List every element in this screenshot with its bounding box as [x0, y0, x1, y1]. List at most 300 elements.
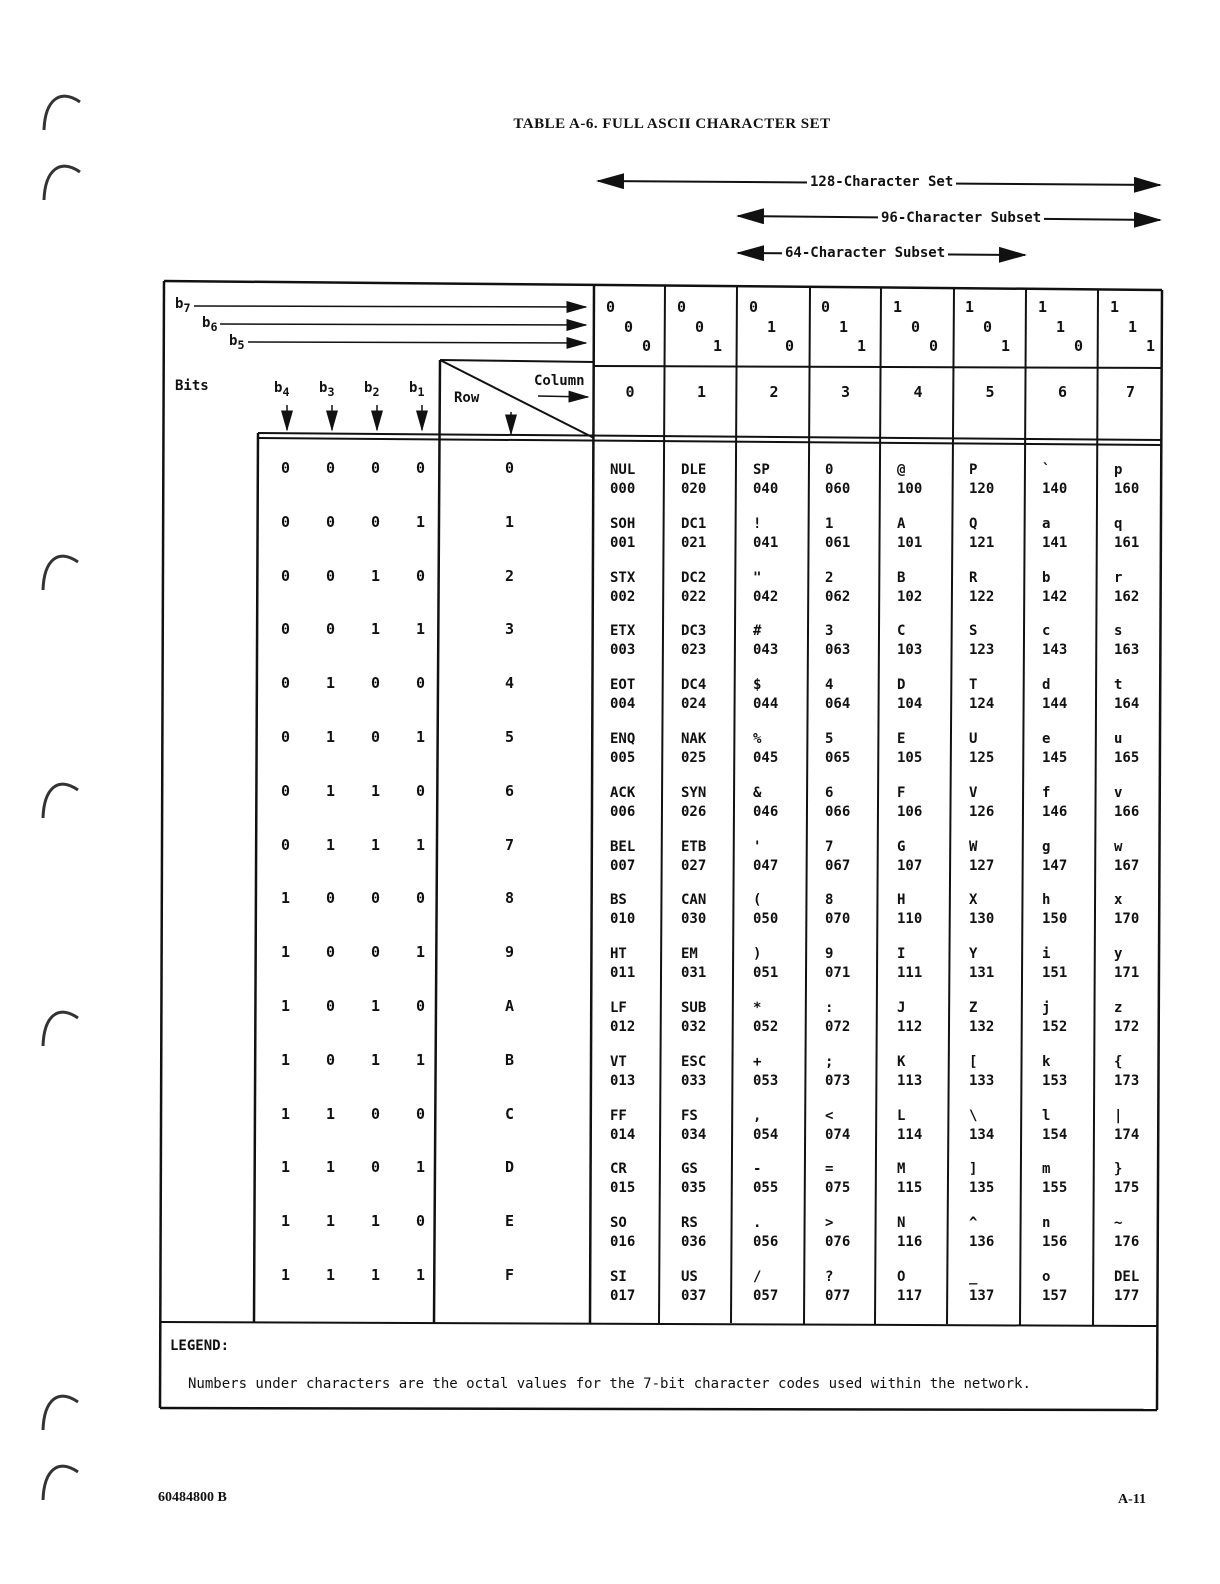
column-b6-value: 0 [983, 318, 993, 336]
character-cell [897, 461, 922, 499]
character-cell [969, 1214, 994, 1252]
character-symbol: b [1042, 569, 1051, 586]
row-bit-value: 0 [371, 674, 381, 693]
character-cell [897, 730, 922, 768]
octal-value: 062 [825, 588, 851, 605]
octal-value: 127 [969, 857, 995, 874]
octal-value: 001 [610, 534, 636, 551]
character-cell [681, 1053, 706, 1091]
character-cell [610, 1268, 635, 1306]
character-symbol: l [1042, 1107, 1051, 1124]
octal-value: 027 [681, 857, 707, 874]
octal-value: 163 [1114, 642, 1140, 659]
character-symbol: & [753, 784, 762, 801]
character-symbol: [ [969, 1053, 978, 1070]
row-bit-value: 1 [326, 835, 336, 854]
character-cell [825, 1160, 850, 1198]
row-bit-value: 0 [371, 889, 381, 908]
character-symbol: - [753, 1161, 762, 1178]
character-symbol: 7 [825, 838, 834, 855]
character-symbol: s [1114, 623, 1123, 640]
row-bit-value: 0 [326, 459, 336, 477]
column-b6-value: 1 [1128, 318, 1138, 336]
character-cell [969, 1053, 994, 1091]
row-bit-value: 0 [416, 566, 426, 585]
octal-value: 103 [897, 642, 923, 659]
character-cell [753, 461, 778, 499]
row-number: B [505, 1050, 515, 1069]
row-bit-value: 1 [281, 1158, 291, 1177]
character-symbol: ` [1042, 462, 1051, 478]
character-cell [825, 730, 850, 768]
octal-value: 032 [681, 1019, 707, 1035]
binder-hole [43, 556, 78, 590]
row-bit-value: 0 [371, 1104, 381, 1123]
octal-value: 112 [897, 1019, 923, 1035]
character-cell [753, 784, 778, 822]
row-number: 7 [505, 835, 515, 854]
character-cell [1114, 784, 1139, 822]
row-number: 8 [505, 889, 515, 908]
table-title: TABLE A-6. FULL ASCII CHARACTER SET [513, 116, 831, 132]
column-b7-value: 1 [1038, 298, 1048, 316]
character-cell [825, 1268, 850, 1306]
row-bit-value: 0 [371, 512, 381, 531]
character-cell [969, 1160, 994, 1198]
character-cell [969, 784, 994, 822]
octal-value: 003 [610, 642, 636, 659]
character-cell [1042, 1268, 1067, 1306]
binder-hole [43, 1012, 78, 1046]
octal-value: 175 [1114, 1180, 1140, 1197]
row-bit-value: 1 [281, 1050, 291, 1069]
character-symbol: B [897, 569, 906, 586]
character-symbol: 0 [825, 462, 834, 478]
octal-value: 152 [1042, 1019, 1068, 1035]
octal-value: 030 [681, 911, 707, 928]
octal-value: 021 [681, 534, 707, 551]
character-cell [1042, 945, 1067, 983]
row-bit-value: 0 [281, 835, 291, 854]
character-symbol: e [1042, 731, 1051, 747]
character-cell [610, 1107, 635, 1145]
character-cell [1114, 838, 1139, 876]
character-cell [1114, 622, 1139, 660]
row-bit-value: 1 [281, 1104, 291, 1123]
octal-value: 057 [753, 1288, 779, 1304]
character-symbol: W [969, 838, 978, 855]
character-cell [681, 676, 706, 714]
octal-value: 100 [897, 481, 923, 497]
octal-value: 110 [897, 911, 923, 928]
octal-value: 147 [1042, 857, 1068, 874]
octal-value: 065 [825, 750, 851, 766]
row-bit-value: 1 [416, 1266, 426, 1284]
octal-value: 011 [610, 965, 636, 982]
character-cell [610, 676, 635, 714]
character-symbol: BEL [610, 838, 636, 855]
row-bit-value: 0 [326, 943, 336, 962]
character-cell [969, 838, 994, 876]
column-b5-value: 0 [929, 337, 939, 355]
octal-value: 046 [753, 803, 779, 820]
row-number: D [505, 1158, 515, 1177]
character-symbol: C [897, 623, 906, 640]
row-bit-value: 1 [326, 728, 336, 746]
binder-hole [44, 96, 80, 130]
character-symbol: DLE [681, 462, 707, 478]
octal-value: 015 [610, 1180, 636, 1197]
octal-value: 153 [1042, 1072, 1068, 1089]
row-bit-value: 0 [416, 459, 426, 477]
row-bit-value: 0 [326, 889, 336, 908]
row-bit-value: 1 [281, 1212, 291, 1231]
character-symbol: ENQ [610, 731, 636, 747]
character-symbol: FS [681, 1107, 698, 1124]
character-cell [897, 1268, 922, 1306]
character-symbol: k [1042, 1053, 1051, 1070]
octal-value: 156 [1042, 1234, 1068, 1251]
character-cell [897, 838, 922, 876]
character-cell [969, 515, 994, 553]
character-cell [753, 838, 778, 876]
row-bit-value: 1 [326, 674, 336, 693]
character-cell [825, 461, 850, 499]
character-cell [753, 1107, 778, 1145]
character-symbol: N [897, 1215, 906, 1232]
character-cell [1114, 730, 1139, 768]
row-bit-value: 0 [326, 620, 336, 639]
octal-value: 012 [610, 1019, 636, 1035]
character-cell [753, 999, 778, 1037]
row-bit-value: 1 [371, 835, 381, 854]
octal-value: 113 [897, 1072, 923, 1089]
character-symbol: y [1114, 946, 1123, 963]
character-symbol: NAK [681, 731, 707, 747]
octal-value: 117 [897, 1288, 923, 1304]
character-symbol: SO [610, 1215, 627, 1232]
octal-value: 137 [969, 1288, 995, 1304]
character-cell [753, 569, 778, 607]
octal-value: 171 [1114, 965, 1140, 982]
character-cell [969, 891, 994, 929]
character-cell [1114, 1268, 1139, 1306]
character-symbol: ~ [1114, 1215, 1123, 1232]
character-cell [1114, 676, 1139, 714]
character-symbol: _ [969, 1269, 978, 1285]
octal-value: 145 [1042, 750, 1068, 766]
octal-value: 155 [1042, 1180, 1068, 1197]
octal-value: 074 [825, 1126, 851, 1143]
character-symbol: ( [753, 892, 762, 909]
column-b7-value: 1 [893, 298, 903, 316]
octal-value: 177 [1114, 1288, 1140, 1304]
octal-value: 172 [1114, 1019, 1140, 1035]
row-number: 2 [505, 566, 515, 585]
character-symbol: A [897, 515, 906, 532]
character-cell [1114, 1107, 1139, 1145]
row-number: 6 [505, 781, 515, 800]
octal-value: 157 [1042, 1288, 1068, 1304]
octal-value: 063 [825, 642, 851, 659]
character-cell [610, 945, 635, 983]
character-cell [1042, 569, 1067, 607]
octal-value: 055 [753, 1180, 779, 1197]
octal-value: 151 [1042, 965, 1068, 982]
octal-value: 051 [753, 965, 779, 982]
row-bit-value: 1 [281, 889, 291, 908]
octal-value: 023 [681, 642, 707, 659]
octal-value: 142 [1042, 588, 1068, 605]
row-bit-value: 0 [281, 781, 291, 800]
character-symbol: 5 [825, 731, 834, 747]
octal-value: 072 [825, 1019, 851, 1035]
row-bit-value: 1 [371, 1212, 381, 1231]
span-96-label: 96-Character Subset [878, 210, 1044, 226]
character-symbol: 1 [825, 515, 834, 532]
character-cell [897, 999, 922, 1037]
column-b7-value: 1 [1110, 298, 1120, 316]
character-symbol: ] [969, 1161, 978, 1178]
octal-value: 135 [969, 1180, 995, 1197]
character-cell [1042, 730, 1067, 768]
octal-value: 053 [753, 1072, 779, 1089]
binder-holes [0, 0, 100, 1584]
character-symbol: % [753, 731, 762, 747]
octal-value: 073 [825, 1072, 851, 1089]
row-number: 4 [505, 674, 515, 693]
character-symbol: P [969, 462, 978, 478]
octal-value: 054 [753, 1126, 779, 1143]
octal-value: 022 [681, 588, 707, 605]
character-cell [753, 676, 778, 714]
octal-value: 146 [1042, 803, 1068, 820]
column-b7-value: 0 [606, 298, 616, 316]
character-cell [1114, 569, 1139, 607]
row-number: 3 [505, 620, 515, 639]
octal-value: 040 [753, 481, 779, 497]
character-symbol: T [969, 677, 978, 694]
character-cell [1114, 891, 1139, 929]
character-cell [681, 461, 706, 499]
octal-value: 071 [825, 965, 851, 982]
row-bit-value: 0 [416, 674, 426, 693]
row-bit-value: 1 [416, 1158, 426, 1177]
octal-value: 006 [610, 803, 636, 820]
octal-value: 144 [1042, 696, 1068, 713]
octal-value: 045 [753, 750, 779, 766]
character-cell [753, 1214, 778, 1252]
header-column-label: Column [534, 373, 585, 389]
header-b7-label: $b_7$ [175, 296, 191, 315]
column-b6-value: 0 [695, 318, 705, 336]
character-symbol: SOH [610, 515, 636, 532]
character-symbol: GS [681, 1161, 698, 1178]
character-cell [753, 730, 778, 768]
character-symbol: : [825, 1000, 834, 1016]
character-cell [753, 1268, 778, 1306]
span-128-label: 128-Character Set [807, 174, 956, 190]
octal-value: 141 [1042, 534, 1068, 551]
character-symbol: c [1042, 623, 1051, 640]
character-cell [753, 515, 778, 553]
octal-value: 061 [825, 534, 851, 551]
character-symbol: * [753, 1000, 762, 1016]
column-number: 6 [1058, 383, 1068, 401]
character-cell [681, 622, 706, 660]
character-cell [681, 838, 706, 876]
octal-value: 150 [1042, 911, 1068, 928]
character-cell [969, 622, 994, 660]
character-cell [1042, 838, 1067, 876]
octal-value: 116 [897, 1234, 923, 1251]
octal-value: 131 [969, 965, 995, 982]
row-bit-value: 1 [326, 1266, 336, 1284]
character-cell [681, 1214, 706, 1252]
character-symbol: SI [610, 1269, 627, 1285]
row-bit-value: 1 [281, 943, 291, 962]
character-cell [825, 1214, 850, 1252]
character-symbol: / [753, 1269, 762, 1285]
row-bit-value: 0 [281, 674, 291, 693]
character-cell [897, 891, 922, 929]
character-symbol: 9 [825, 946, 834, 963]
character-cell [681, 515, 706, 553]
character-cell [610, 891, 635, 929]
character-symbol: ESC [681, 1053, 707, 1070]
octal-value: 170 [1114, 911, 1140, 928]
octal-value: 034 [681, 1126, 707, 1143]
binder-hole [43, 1466, 78, 1500]
octal-value: 036 [681, 1234, 707, 1251]
character-cell [753, 945, 778, 983]
octal-value: 134 [969, 1126, 995, 1143]
character-cell [897, 676, 922, 714]
octal-value: 176 [1114, 1234, 1140, 1251]
row-number: F [505, 1266, 515, 1284]
character-symbol: EOT [610, 677, 636, 694]
character-symbol: DC4 [681, 677, 707, 694]
octal-value: 105 [897, 750, 923, 766]
character-cell [610, 1160, 635, 1198]
character-cell [897, 784, 922, 822]
row-number: C [505, 1104, 515, 1123]
character-cell [610, 999, 635, 1037]
character-symbol: h [1042, 892, 1051, 909]
character-symbol: CR [610, 1161, 627, 1178]
character-symbol: ETX [610, 623, 636, 640]
character-cell [1114, 999, 1139, 1037]
character-cell [825, 945, 850, 983]
character-cell [753, 1053, 778, 1091]
character-symbol: } [1114, 1161, 1123, 1178]
row-bit-value: 1 [281, 997, 291, 1015]
row-bit-value: 1 [416, 620, 426, 639]
octal-value: 166 [1114, 803, 1140, 820]
character-cell [681, 1160, 706, 1198]
octal-value: 044 [753, 696, 779, 713]
character-symbol: a [1042, 515, 1051, 532]
octal-value: 075 [825, 1180, 851, 1197]
row-bit-value: 0 [326, 512, 336, 531]
column-b6-value: 0 [624, 318, 634, 336]
octal-value: 026 [681, 803, 707, 820]
character-cell [897, 1214, 922, 1252]
row-bit-value: 0 [281, 512, 291, 531]
character-cell [825, 1107, 850, 1145]
octal-value: 070 [825, 911, 851, 928]
binder-hole [44, 166, 80, 200]
character-symbol: = [825, 1161, 834, 1178]
character-symbol: > [825, 1215, 834, 1232]
character-symbol: LF [610, 1000, 627, 1016]
octal-value: 005 [610, 750, 636, 766]
octal-value: 164 [1114, 696, 1140, 713]
octal-value: 050 [753, 911, 779, 928]
character-cell [681, 1268, 706, 1306]
character-symbol: ) [753, 946, 762, 963]
octal-value: 106 [897, 803, 923, 820]
octal-value: 047 [753, 857, 779, 874]
character-cell [610, 461, 635, 499]
octal-value: 126 [969, 803, 995, 820]
character-cell [1042, 515, 1067, 553]
character-symbol: f [1042, 784, 1051, 801]
row-bit-value: 0 [326, 566, 336, 585]
character-cell [969, 945, 994, 983]
row-bit-value: 0 [326, 997, 336, 1015]
row-number: E [505, 1212, 515, 1231]
character-cell [897, 515, 922, 553]
octal-value: 077 [825, 1288, 851, 1304]
character-symbol: ; [825, 1053, 834, 1070]
character-symbol: SUB [681, 1000, 707, 1016]
character-symbol: + [753, 1053, 762, 1070]
character-symbol: z [1114, 1000, 1123, 1016]
octal-value: 102 [897, 588, 923, 605]
character-cell [969, 730, 994, 768]
row-bit-value: 1 [416, 943, 426, 962]
octal-value: 033 [681, 1072, 707, 1089]
character-symbol: d [1042, 677, 1051, 694]
character-cell [969, 569, 994, 607]
character-symbol: G [897, 838, 906, 855]
character-cell [753, 1160, 778, 1198]
row-bit-value: 0 [416, 1212, 426, 1231]
character-cell [681, 999, 706, 1037]
character-cell [825, 622, 850, 660]
character-cell [897, 1107, 922, 1145]
character-cell [610, 569, 635, 607]
octal-value: 122 [969, 588, 995, 605]
octal-value: 143 [1042, 642, 1068, 659]
character-cell [825, 1053, 850, 1091]
character-symbol: 2 [825, 569, 834, 586]
character-symbol: " [753, 569, 762, 586]
character-symbol: m [1042, 1161, 1051, 1178]
character-cell [610, 1214, 635, 1252]
character-symbol: HT [610, 946, 627, 963]
column-b5-value: 1 [857, 337, 867, 355]
character-symbol: @ [897, 462, 906, 478]
character-symbol: x [1114, 892, 1123, 909]
character-symbol: US [681, 1269, 698, 1285]
character-symbol: t [1114, 677, 1123, 694]
row-bit-value: 0 [371, 1158, 381, 1177]
character-symbol: w [1114, 838, 1123, 855]
character-symbol: n [1042, 1215, 1051, 1232]
row-bit-value: 0 [281, 728, 291, 746]
